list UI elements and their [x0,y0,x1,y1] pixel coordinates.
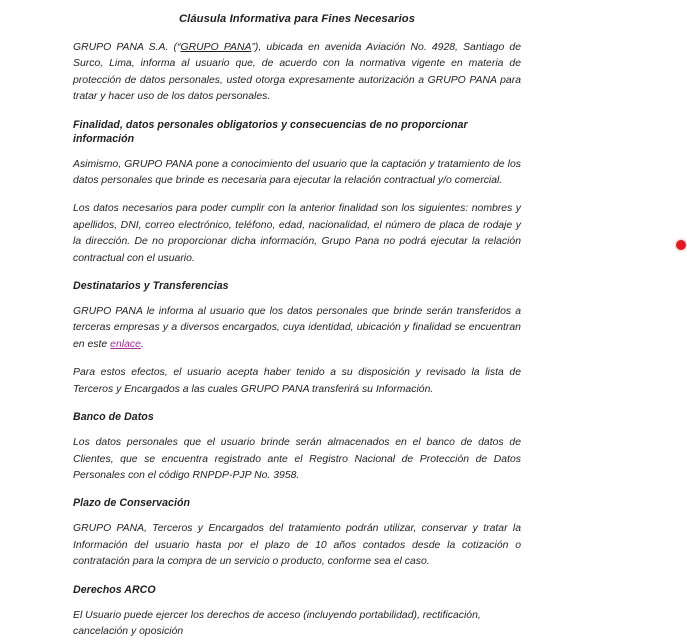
spacer [73,106,521,118]
document-title: Cláusula Informativa para Fines Necesarios [178,13,416,25]
spacer [73,293,521,304]
spacer [73,398,521,410]
intro-text-after: ”), ubicada en avenida Aviación No. 4928, Santiago de Surco, Lima, informa al usuario que, de acuerdo con la normativa vigente en materia de protección de datos personales, usted otorga expresamente autorización a GRUPO PANA para tratar y hacer uso de los datos personales. [73,42,521,103]
spacer [73,353,521,365]
spacer [73,189,521,201]
intro-text-before: GRUPO PANA S.A. (“ [73,42,181,53]
spacer [73,484,521,496]
paragraph-banco-de-datos-1: Los datos personales que el usuario brinde serán almacenados en el banco de datos de Clientes, que se encuentra registrado ante el Registro Nacional de Protección de Datos Personales con el código RNPDP-PJP No. 3958. [73,437,521,481]
spacer [73,267,521,279]
paragraph-destinatarios-1 [73,304,521,353]
section-heading-finalidad: Finalidad, datos personales obligatorios y consecuencias de no proporcionar información [73,118,468,145]
paragraph-finalidad-1: Asimismo, GRUPO PANA pone a conocimiento del usuario que la captación y tratamiento de los datos personales que brinde es necesaria para ejecutar la relación contractual y/o comercial. [73,158,521,187]
enlace-link[interactable]: enlace [110,338,141,350]
spacer [73,510,521,521]
spacer [73,424,521,435]
section-heading-plazo-conservacion: Plazo de Conservación [73,497,191,510]
red-dot-marker-icon [676,240,686,250]
section-heading-banco-de-datos: Banco de Datos [73,411,154,424]
intro-paragraph [73,40,521,106]
section-heading-destinatarios: Destinatarios y Transferencias [73,280,229,293]
paragraph-plazo-conservacion-1: GRUPO PANA, Terceros y Encargados del tratamiento podrán utilizar, conservar y tratar la Información del usuario hasta por el plazo de 10 años contados desde la cotización o contratación para la compra de un servicio o producto, conforme sea el caso. [73,523,521,568]
intro-emphasis-grupo-pana: GRUPO PANA [180,42,252,53]
spacer [73,146,521,157]
paragraph-derechos-arco-1: El Usuario puede ejercer los derechos de acceso (incluyendo portabilidad), rectificación, cancelación y oposición [73,609,481,637]
spacer [73,597,521,608]
destinatarios-text-after: . [140,338,144,350]
spacer [73,571,521,583]
document-body [73,12,521,640]
paragraph-destinatarios-2: Para estos efectos, el usuario acepta haber tenido a su disposición y revisado la lista de Terceros y Encargados a las cuales GRUPO PANA transferirá su Información. [73,367,521,395]
section-heading-derechos-arco: Derechos ARCO [73,583,156,596]
paragraph-finalidad-2: Los datos necesarios para poder cumplir con la anterior finalidad son los siguientes: nombres y apellidos, DNI, correo electrónico, teléfono, edad, nacionalidad, el número de placa de rodaje y la dirección. De no proporcionar dicha información, Grupo Pana no podrá ejecutar la relación contractual con el usuario. [73,203,521,264]
destinatarios-text-before: GRUPO PANA le informa al usuario que los datos personales que brinde serán transferidos a terceras empresas y a diversos encargados, cuya identidad, ubicación y finalidad se encuentran en este [73,306,521,350]
